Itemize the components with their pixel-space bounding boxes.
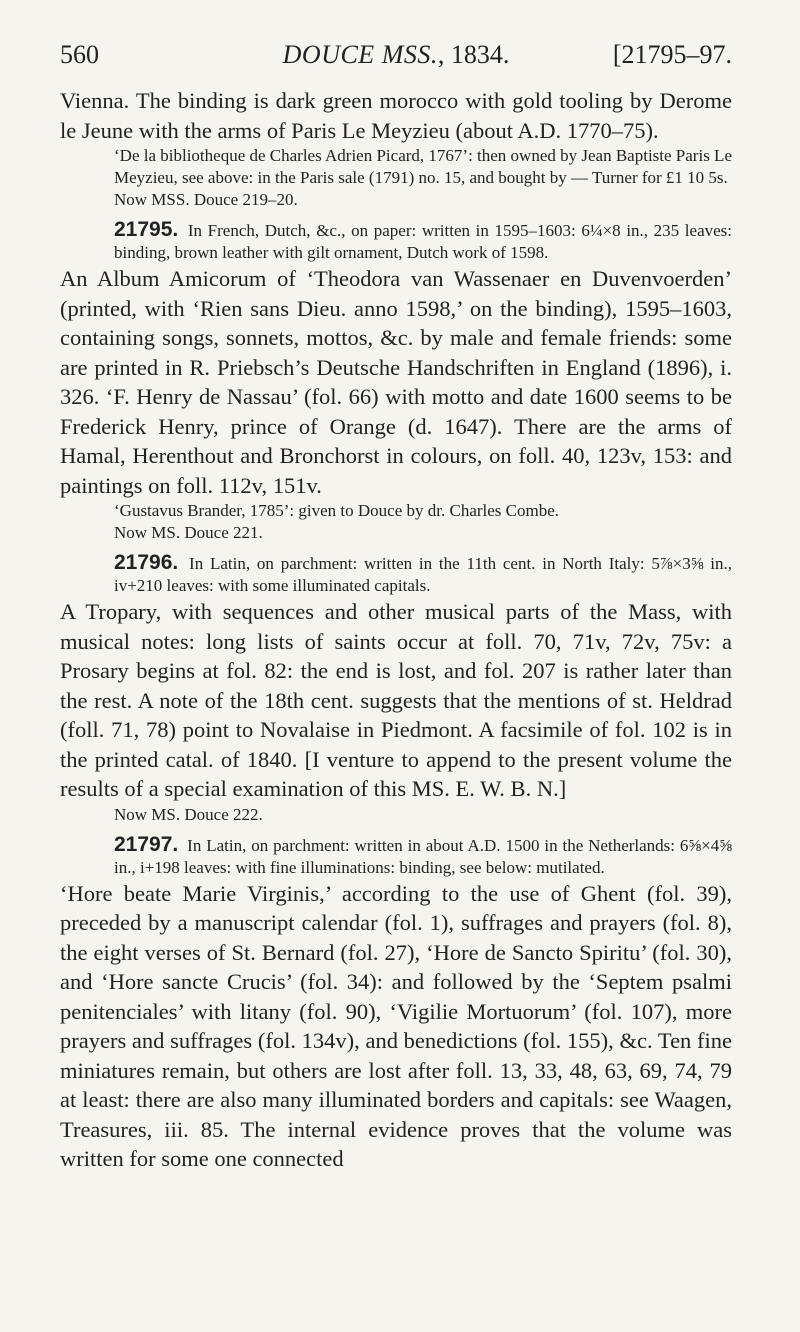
page-body (60, 86, 732, 1174)
intro-shelfmark: Now MSS. Douce 219–20. (114, 190, 298, 209)
entry-21797 (60, 834, 732, 1174)
entry-body: An Album Amicorum of ‘Theodora van Wassenaer en Duvenvoerden’ (printed, with ‘Rien sans Dieu. anno 1598,’ on the binding), 1595–1603, containing songs, sonnets, mottos, &c. by male and female friends: some are printed in R. Priebsch’s Deutsche Handschriften in England (1896), i. 326. ‘F. Henry de Nassau’ (fol. 66) with motto and date 1600 seems to be Frederick Henry, prince of Orange (d. 1647). There are the arms of Hamal, Herenthout and Bronchorst in colours, on foll. 40, 123v, 153: and paintings on foll. 112v, 151v. (60, 266, 732, 498)
entry-description: In Latin, on parchment: written in the 11th cent. in North Italy: 5⅞×3⅝ in., iv+210 leaves: with some illuminated capitals. (114, 554, 732, 595)
running-header (60, 40, 732, 80)
entry-body: A Tropary, with sequences and other musical parts of the Mass, with musical notes: long lists of saints occur at foll. 70, 71v, 72v, 75v: a Prosary begins at fol. 82: the end is lost, and fol. 207 is rather later than the rest. A note of the 18th cent. suggests that the mentions of st. Heldrad (foll. 71, 78) point to Novalaise in Piedmont. A facsimile of fol. 102 is in the printed catal. of 1840. [I venture to append to the present volume the results of a special examination of this MS. E. W. B. N.] (60, 599, 732, 801)
entry-21796 (60, 552, 732, 826)
entry-head (60, 552, 732, 597)
entry-21795 (60, 219, 732, 544)
entry-shelfmark: Now MS. Douce 221. (114, 523, 263, 542)
entry-body: ‘Hore beate Marie Virginis,’ according to the use of Ghent (fol. 39), preceded by a manuscript calendar (fol. 1), suffrages and prayers (fol. 8), the eight verses of St. Bernard (fol. 27), ‘Hore de Sancto Spiritu’ (fol. 30), and ‘Hore sancte Crucis’ (fol. 34): and followed by the ‘Septem psalmi penitenciales’ with litany (fol. 90), ‘Vigilie Mortuorum’ (fol. 107), more prayers and suffrages (fol. 134v), and benedictions (fol. 155), &c. Ten fine miniatures remain, but others are lost after foll. 13, 33, 48, 63, 69, 74, 79 at least: there are also many illuminated borders and capitals: see Waagen, Treasures, iii. 85. The internal evidence proves that the volume was written for some one connected (60, 880, 732, 1171)
entry-number: 21795. (114, 218, 179, 241)
entry-head (60, 834, 732, 879)
intro-note: ‘De la bibliotheque de Charles Adrien Picard, 1767’: then owned by Jean Baptiste Paris Le Meyzieu, see above: in the Paris sale (1791) no. 15, and bought by — Turner for £1 10 5s. (114, 146, 732, 187)
title-italic: DOUCE MSS. (282, 40, 438, 69)
page-number: 560 (60, 40, 99, 69)
entry-number: 21796. (114, 551, 179, 574)
entry-note: ‘Gustavus Brander, 1785’: given to Douce by dr. Charles Combe. (114, 501, 560, 520)
entry-shelfmark: Now MS. Douce 222. (114, 804, 263, 824)
entry-number: 21797. (114, 832, 179, 856)
title-year: , 1834. (437, 40, 510, 69)
entry-description: In Latin, on parchment: written in about A.D. 1500 in the Netherlands: 6⅝×4⅝ in., i+198 leaves: with fine illuminations: binding, see below: mutilated. (114, 835, 733, 877)
intro-paragraph: Vienna. The binding is dark green morocco with gold tooling by Derome le Jeune with the arms of Paris Le Meyzieu (about A.D. 1770–75). (60, 88, 732, 143)
entry-description: In French, Dutch, &c., on paper: written in 1595–1603: 6¼×8 in., 235 leaves: binding, brown leather with gilt ornament, Dutch work of 1598. (114, 221, 733, 262)
entry-head (60, 219, 732, 264)
entry-range: [21795–97. (612, 40, 732, 69)
